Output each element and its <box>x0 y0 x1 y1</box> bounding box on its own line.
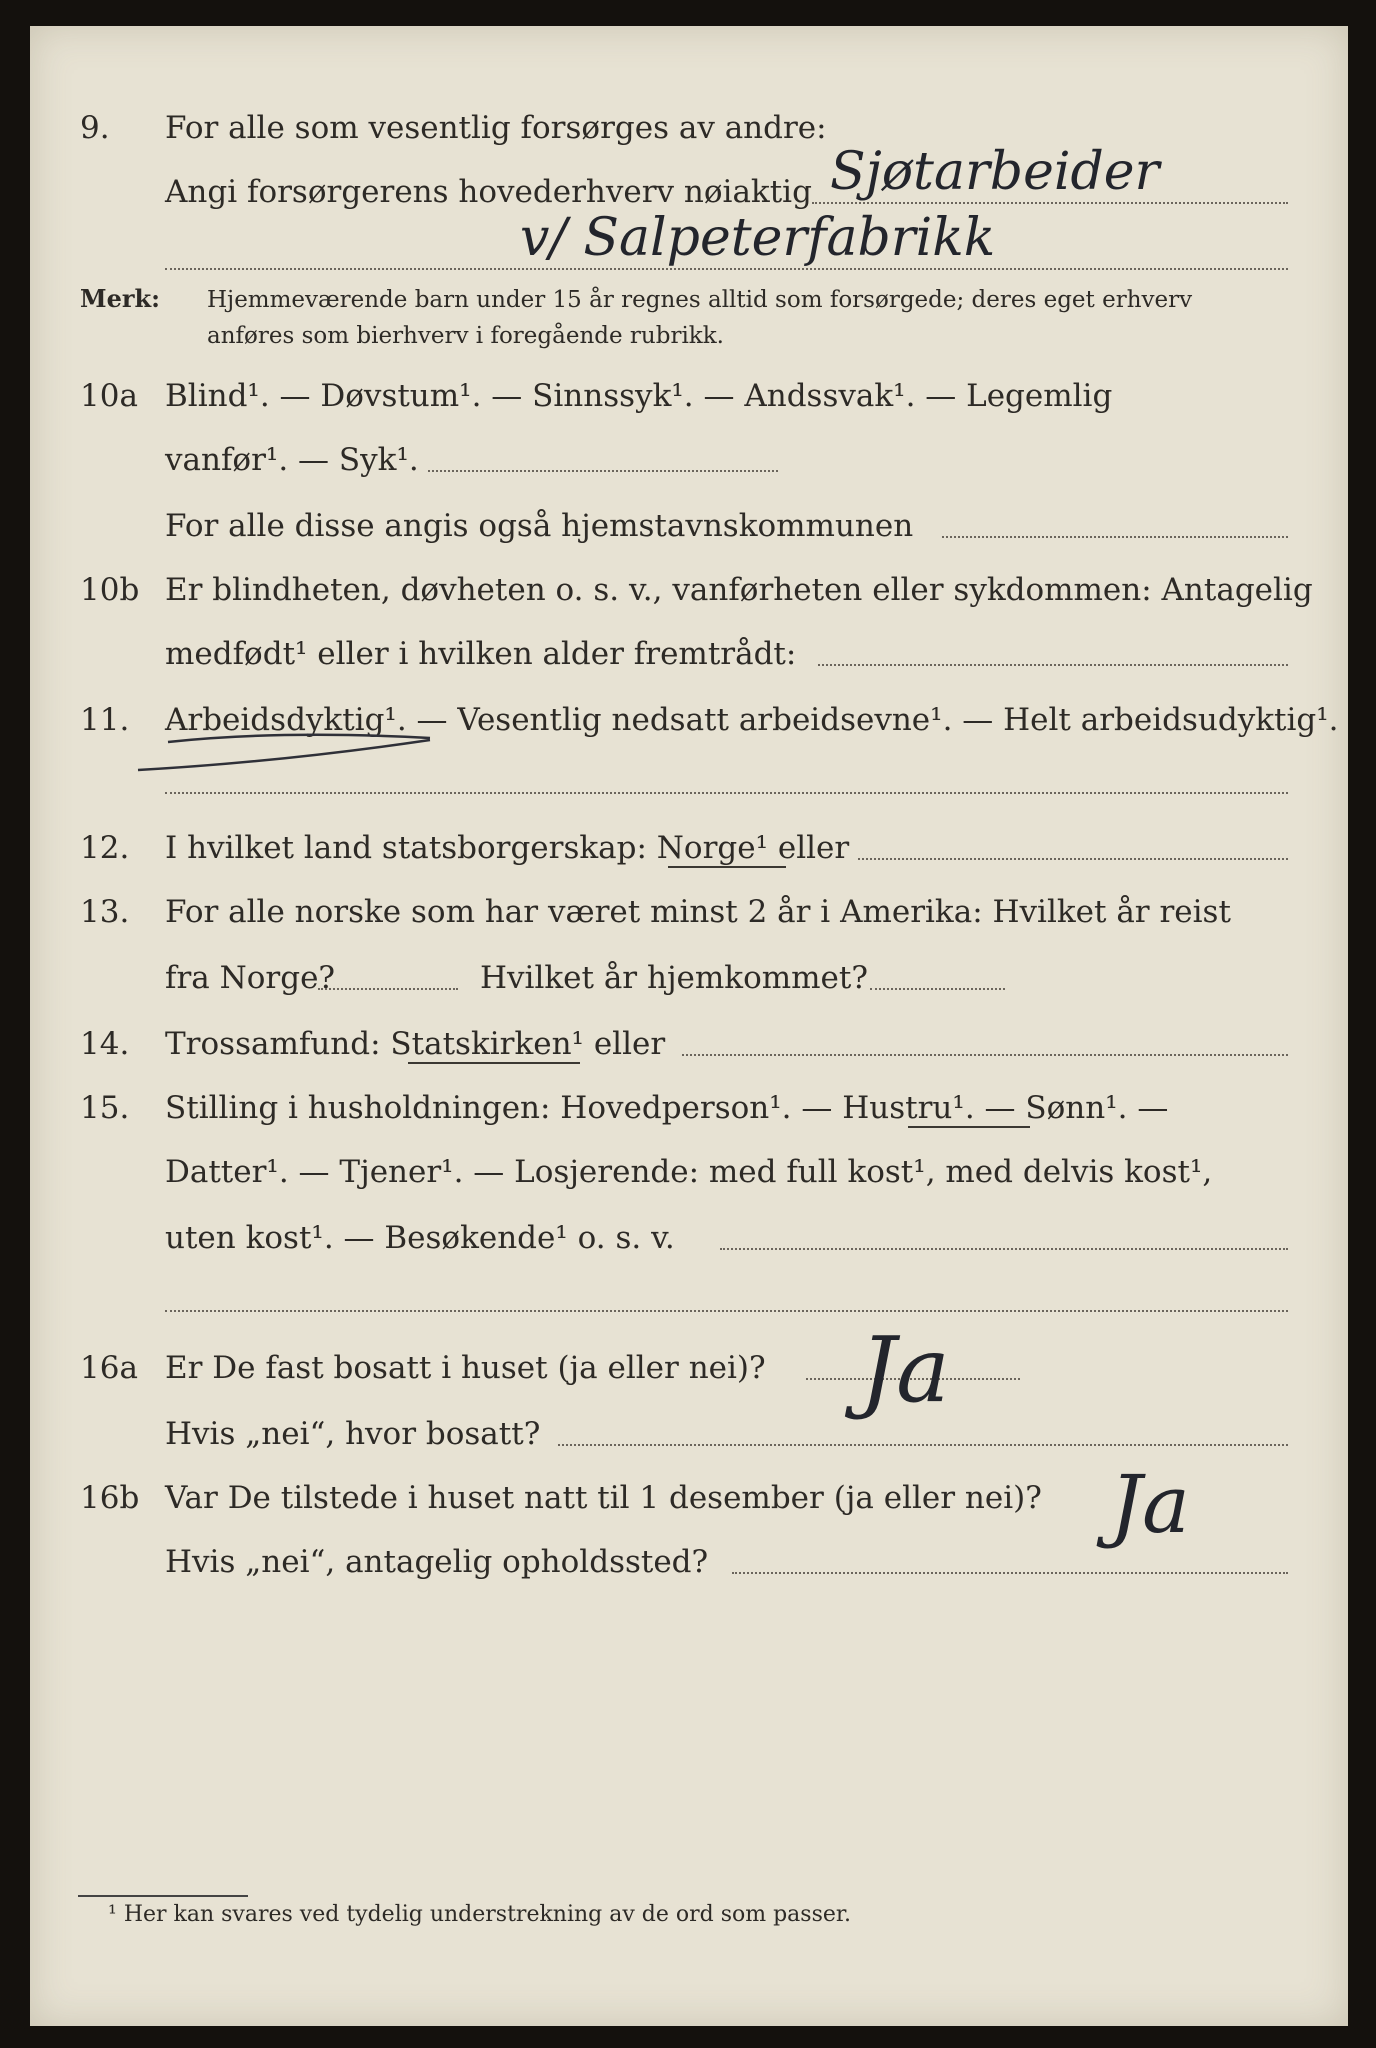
question-number: 13. <box>80 894 130 930</box>
answer-line <box>942 536 1288 538</box>
question-text: Angi forsørgerens hovederhverv nøiaktig <box>165 174 812 210</box>
question-number: 10b <box>80 572 140 608</box>
pen-underline <box>668 866 786 868</box>
footnote-rule <box>78 1895 248 1897</box>
question-text: uten kost¹. — Besøkende¹ o. s. v. <box>165 1220 675 1256</box>
question-number: 16a <box>80 1350 138 1386</box>
question-text: Er De fast bosatt i huset (ja eller nei)? <box>165 1350 766 1386</box>
question-text: Var De tilstede i huset natt til 1 desember (ja eller nei)? <box>165 1480 1042 1516</box>
answer-line <box>732 1572 1288 1574</box>
answer-line <box>165 1310 1288 1312</box>
note-label: Merk: <box>80 284 160 313</box>
question-text: Er blindheten, døvheten o. s. v., vanførheten eller sykdommen: Antagelig <box>165 572 1313 608</box>
answer-line <box>428 470 778 472</box>
answer-line <box>165 268 1288 270</box>
question-number: 16b <box>80 1480 140 1516</box>
answer-line <box>812 202 1288 204</box>
question-text: Datter¹. — Tjener¹. — Losjerende: med full kost¹, med delvis kost¹, <box>165 1154 1213 1190</box>
question-text: Stilling i husholdningen: Hovedperson¹. — Hustru¹. — Sønn¹. — <box>165 1090 1169 1126</box>
question-text: Hvis „nei“, hvor bosatt? <box>165 1416 541 1452</box>
question-number: 14. <box>80 1026 130 1062</box>
handwritten-answer-resident: Ja <box>860 1318 950 1423</box>
pen-underline <box>908 1126 1030 1128</box>
question-number: 9. <box>80 110 110 146</box>
note-line-1: Hjemmeværende barn under 15 år regnes alltid som forsørgede; deres eget erhverv <box>207 287 1193 313</box>
question-text: For alle som vesentlig forsørges av andre: <box>165 110 827 146</box>
handwritten-answer-employer: v/ Salpeterfabrikk <box>520 208 996 268</box>
question-number: 15. <box>80 1090 130 1126</box>
handwritten-answer-occupation: Sjøtarbeider <box>830 142 1160 202</box>
answer-line <box>682 1054 1288 1056</box>
note-line-2: anføres som bierhverv i foregående rubrikk. <box>207 323 724 349</box>
question-text: For alle disse angis også hjemstavnskommunen <box>165 508 914 544</box>
answer-line <box>818 664 1288 666</box>
answer-line <box>858 858 1288 860</box>
footnote: ¹ Her kan svares ved tydelig understrekning av de ord som passer. <box>108 1902 851 1927</box>
question-number: 10a <box>80 378 138 414</box>
question-text: Hvis „nei“, antagelig opholdssted? <box>165 1544 709 1580</box>
question-text: I hvilket land statsborgerskap: Norge¹ eller <box>165 830 850 866</box>
question-text: Arbeidsdyktig¹. — Vesentlig nedsatt arbeidsevne¹. — Helt arbeidsudyktig¹. <box>165 702 1339 738</box>
question-text: Trossamfund: Statskirken¹ eller <box>165 1026 666 1062</box>
question-text: medfødt¹ eller i hvilken alder fremtrådt: <box>165 636 797 672</box>
answer-line <box>720 1248 1288 1250</box>
question-text: vanfør¹. — Syk¹. <box>165 442 419 478</box>
question-number: 11. <box>80 702 130 738</box>
answer-line <box>165 792 1288 794</box>
question-text: For alle norske som har været minst 2 år i Amerika: Hvilket år reist <box>165 894 1231 930</box>
answer-line <box>558 1444 1288 1446</box>
pen-underline <box>408 1062 580 1064</box>
pen-underline <box>130 728 440 778</box>
question-text: Hvilket år hjemkommet? <box>480 960 868 996</box>
question-text: Blind¹. — Døvstum¹. — Sinnssyk¹. — Andssvak¹. — Legemlig <box>165 378 1113 414</box>
answer-line <box>870 988 1005 990</box>
question-number: 12. <box>80 830 130 866</box>
handwritten-answer-present: Ja <box>1110 1458 1190 1551</box>
answer-line <box>318 988 458 990</box>
question-text: fra Norge? <box>165 960 336 996</box>
